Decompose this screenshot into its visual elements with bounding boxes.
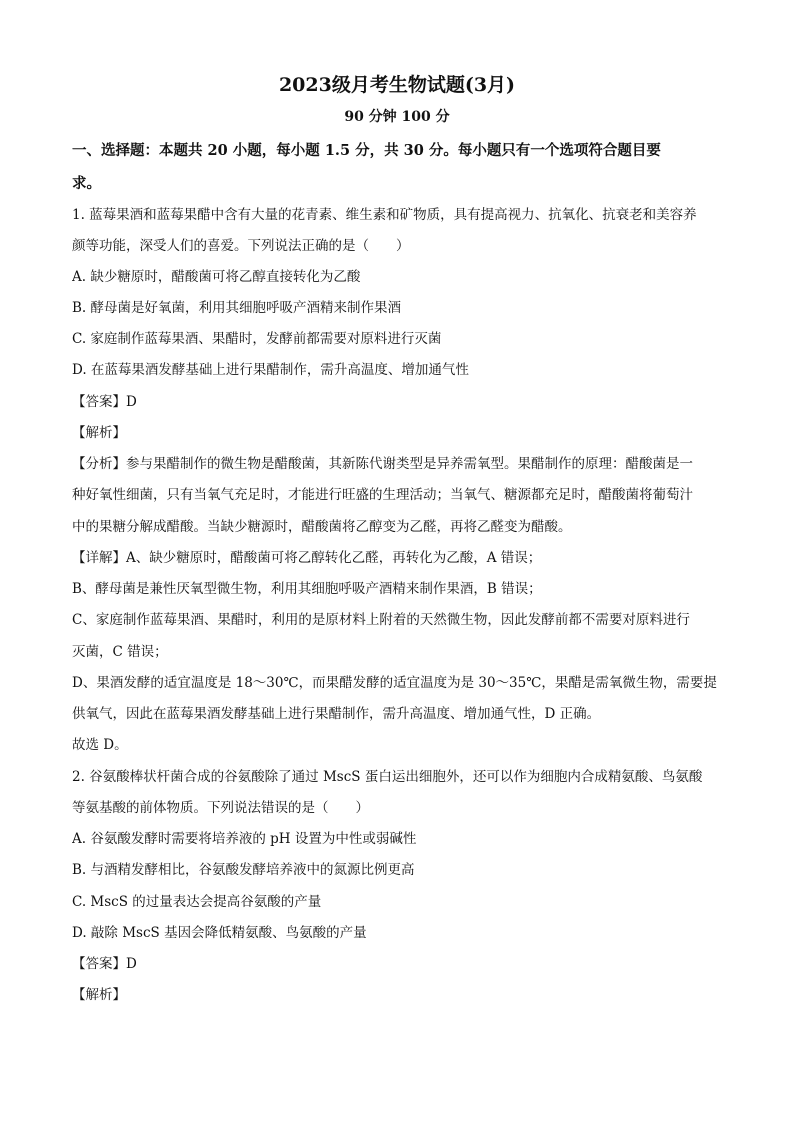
q1-answer: 【答案】D: [72, 394, 137, 410]
section-heading-line2: 求。: [72, 175, 101, 192]
q2-answer: 【答案】D: [72, 956, 137, 972]
q1-detail-line5: D、果酒发酵的适宜温度是 18～30℃，而果醋发酵的适宜温度为是 30～35℃，果醋是需氧微生物，需要提: [72, 675, 717, 691]
q2-stem-line1: 2. 谷氨酸棒状杆菌合成的谷氨酸除了通过 MscS 蛋白运出细胞外，还可以作为细胞内合成精氨酸、鸟氨酸: [72, 769, 703, 785]
q2-option-c: C. MscS 的过量表达会提高谷氨酸的产量: [72, 894, 322, 910]
q1-detail-line1: 【详解】A、缺少糖原时，醋酸菌可将乙醇转化乙醛，再转化为乙酸，A 错误；: [72, 550, 542, 566]
q1-detail-line2: B、酵母菌是兼性厌氧型微生物，利用其细胞呼吸产酒精来制作果酒，B 错误；: [72, 581, 542, 597]
q2-stem-line2: 等氨基酸的前体物质。下列说法错误的是（ ）: [72, 800, 369, 816]
q2-option-b: B. 与酒精发酵相比，谷氨酸发酵培养液中的氮源比例更高: [72, 862, 415, 878]
q2-option-a: A. 谷氨酸发酵时需要将培养液的 pH 设置为中性或弱碱性: [72, 831, 417, 847]
q1-option-a: A. 缺少糖原时，醋酸菌可将乙醇直接转化为乙酸: [72, 269, 361, 285]
page-title: 2023级月考生物试题(3月): [278, 74, 516, 96]
q1-detail-line3: C、家庭制作蓝莓果酒、果醋时，利用的是原材料上附着的天然微生物，因此发酵前都不需要对原料进行: [72, 612, 690, 628]
q1-fenxi-line2: 种好氧性细菌，只有当氧气充足时，才能进行旺盛的生理活动；当氧气、糖源都充足时，醋酸菌将葡萄汁: [72, 487, 693, 503]
q1-option-c: C. 家庭制作蓝莓果酒、果醋时，发酵前都需要对原料进行灭菌: [72, 331, 442, 347]
q1-conclusion: 故选 D。: [72, 737, 128, 753]
section-heading-line1: 一、选择题：本题共 20 小题，每小题 1.5 分，共 30 分。每小题只有一个选项符合题目要: [72, 142, 661, 159]
q1-option-d: D. 在蓝莓果酒发酵基础上进行果醋制作，需升高温度、增加通气性: [72, 362, 469, 378]
q1-detail-line4: 灭菌，C 错误；: [72, 644, 168, 660]
q1-fenxi-line3: 中的果糖分解成醋酸。当缺少糖源时，醋酸菌将乙醇变为乙醛，再将乙醛变为醋酸。: [72, 519, 572, 535]
exam-duration-score: 90 分钟 100 分: [344, 109, 450, 125]
q1-option-b: B. 酵母菌是好氧菌，利用其细胞呼吸产酒精来制作果酒: [72, 300, 402, 316]
q1-detail-line6: 供氧气，因此在蓝莓果酒发酵基础上进行果醋制作，需升高温度、增加通气性，D 正确。: [72, 706, 601, 722]
q1-stem-line1: 1. 蓝莓果酒和蓝莓果醋中含有大量的花青素、维生素和矿物质，具有提高视力、抗氧化、抗衰老和美容养: [72, 207, 697, 223]
q1-fenxi-line1: 【分析】参与果醋制作的微生物是醋酸菌，其新陈代谢类型是异养需氧型。果醋制作的原理：醋酸菌是一: [72, 456, 693, 472]
q2-analysis-label: 【解析】: [72, 987, 126, 1003]
q1-analysis-label: 【解析】: [72, 425, 126, 441]
q2-option-d: D. 敲除 MscS 基因会降低精氨酸、鸟氨酸的产量: [72, 925, 367, 941]
q1-stem-line2: 颜等功能，深受人们的喜爱。下列说法正确的是（ ）: [72, 238, 410, 254]
